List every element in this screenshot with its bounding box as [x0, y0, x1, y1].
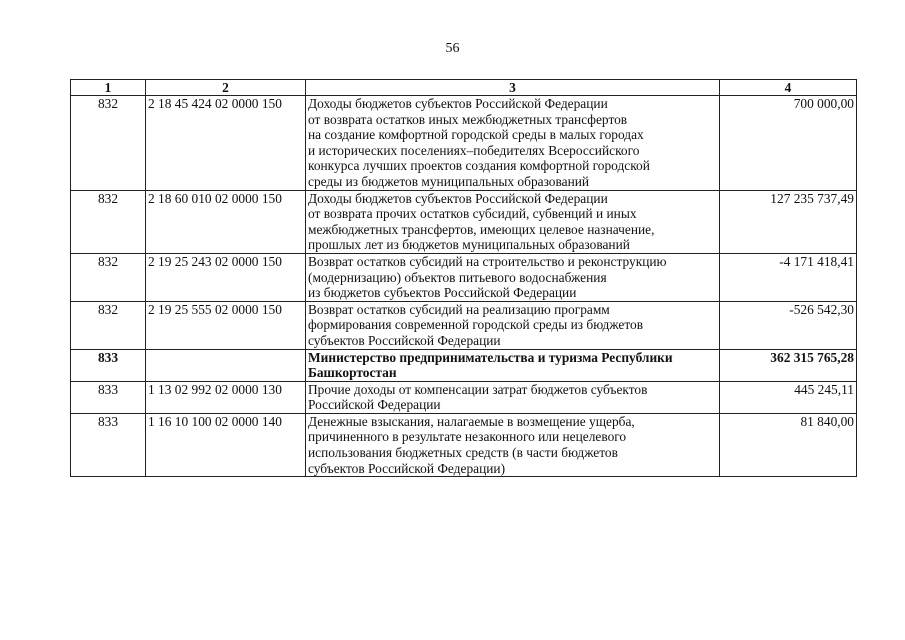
table-row: [71, 381, 857, 413]
table-row: [71, 413, 857, 476]
budget-classification-code-cell: 2 19 25 555 02 0000 150: [146, 301, 306, 349]
amount-cell: 700 000,00: [720, 96, 857, 191]
amount-cell: -526 542,30: [720, 301, 857, 349]
admin-code-cell: 832: [71, 301, 146, 349]
revenue-description-cell: Возврат остатков субсидий на реализацию программ формирования современной городской среды из бюджетов субъектов Российской Федерации: [306, 301, 720, 349]
column-header-2: 2: [146, 80, 306, 96]
table-row: [71, 301, 857, 349]
table-row: [71, 349, 857, 381]
admin-code-cell: 832: [71, 96, 146, 191]
revenue-description-cell: Доходы бюджетов субъектов Российской Федерации от возврата прочих остатков субсидий, субвенций и иных межбюджетных трансфертов, имеющих целевое назначение, прошлых лет из бюджетов муниципальных образований: [306, 190, 720, 253]
budget-classification-code-cell: 2 18 60 010 02 0000 150: [146, 190, 306, 253]
amount-cell: 445 245,11: [720, 381, 857, 413]
amount-cell: -4 171 418,41: [720, 253, 857, 301]
admin-code-cell: 832: [71, 190, 146, 253]
table-row: [71, 96, 857, 191]
budget-classification-code-cell: 1 13 02 992 02 0000 130: [146, 381, 306, 413]
revenue-table: [70, 79, 857, 477]
column-header-3: 3: [306, 80, 720, 96]
revenue-description-cell: Прочие доходы от компенсации затрат бюджетов субъектов Российской Федерации: [306, 381, 720, 413]
budget-classification-code-cell: 2 18 45 424 02 0000 150: [146, 96, 306, 191]
table-row: [71, 253, 857, 301]
table-row: [71, 190, 857, 253]
column-header-4: 4: [720, 80, 857, 96]
revenue-description-cell: Доходы бюджетов субъектов Российской Федерации от возврата остатков иных межбюджетных трансфертов на создание комфортной городской среды в малых городах и исторических поселениях–победителях Всероссийского конкурса лучших проектов создания комфортной городской среды из бюджетов муниципальных образований: [306, 96, 720, 191]
budget-classification-code-cell: [146, 349, 306, 381]
amount-cell: 81 840,00: [720, 413, 857, 476]
table-body: [71, 96, 857, 477]
admin-code-cell: 833: [71, 349, 146, 381]
table-header-row: [71, 80, 857, 96]
admin-code-cell: 833: [71, 413, 146, 476]
admin-code-cell: 833: [71, 381, 146, 413]
revenue-description-cell: Министерство предпринимательства и туризма Республики Башкортостан: [306, 349, 720, 381]
column-header-1: 1: [71, 80, 146, 96]
revenue-description-cell: Денежные взыскания, налагаемые в возмещение ущерба, причиненного в результате незаконного или нецелевого использования бюджетных средств (в части бюджетов субъектов Российской Федерации): [306, 413, 720, 476]
admin-code-cell: 832: [71, 253, 146, 301]
budget-classification-code-cell: 1 16 10 100 02 0000 140: [146, 413, 306, 476]
revenue-description-cell: Возврат остатков субсидий на строительство и реконструкцию (модернизацию) объектов питьевого водоснабжения из бюджетов субъектов Российской Федерации: [306, 253, 720, 301]
amount-cell: 127 235 737,49: [720, 190, 857, 253]
page-number: 56: [445, 41, 460, 56]
amount-cell: 362 315 765,28: [720, 349, 857, 381]
budget-classification-code-cell: 2 19 25 243 02 0000 150: [146, 253, 306, 301]
